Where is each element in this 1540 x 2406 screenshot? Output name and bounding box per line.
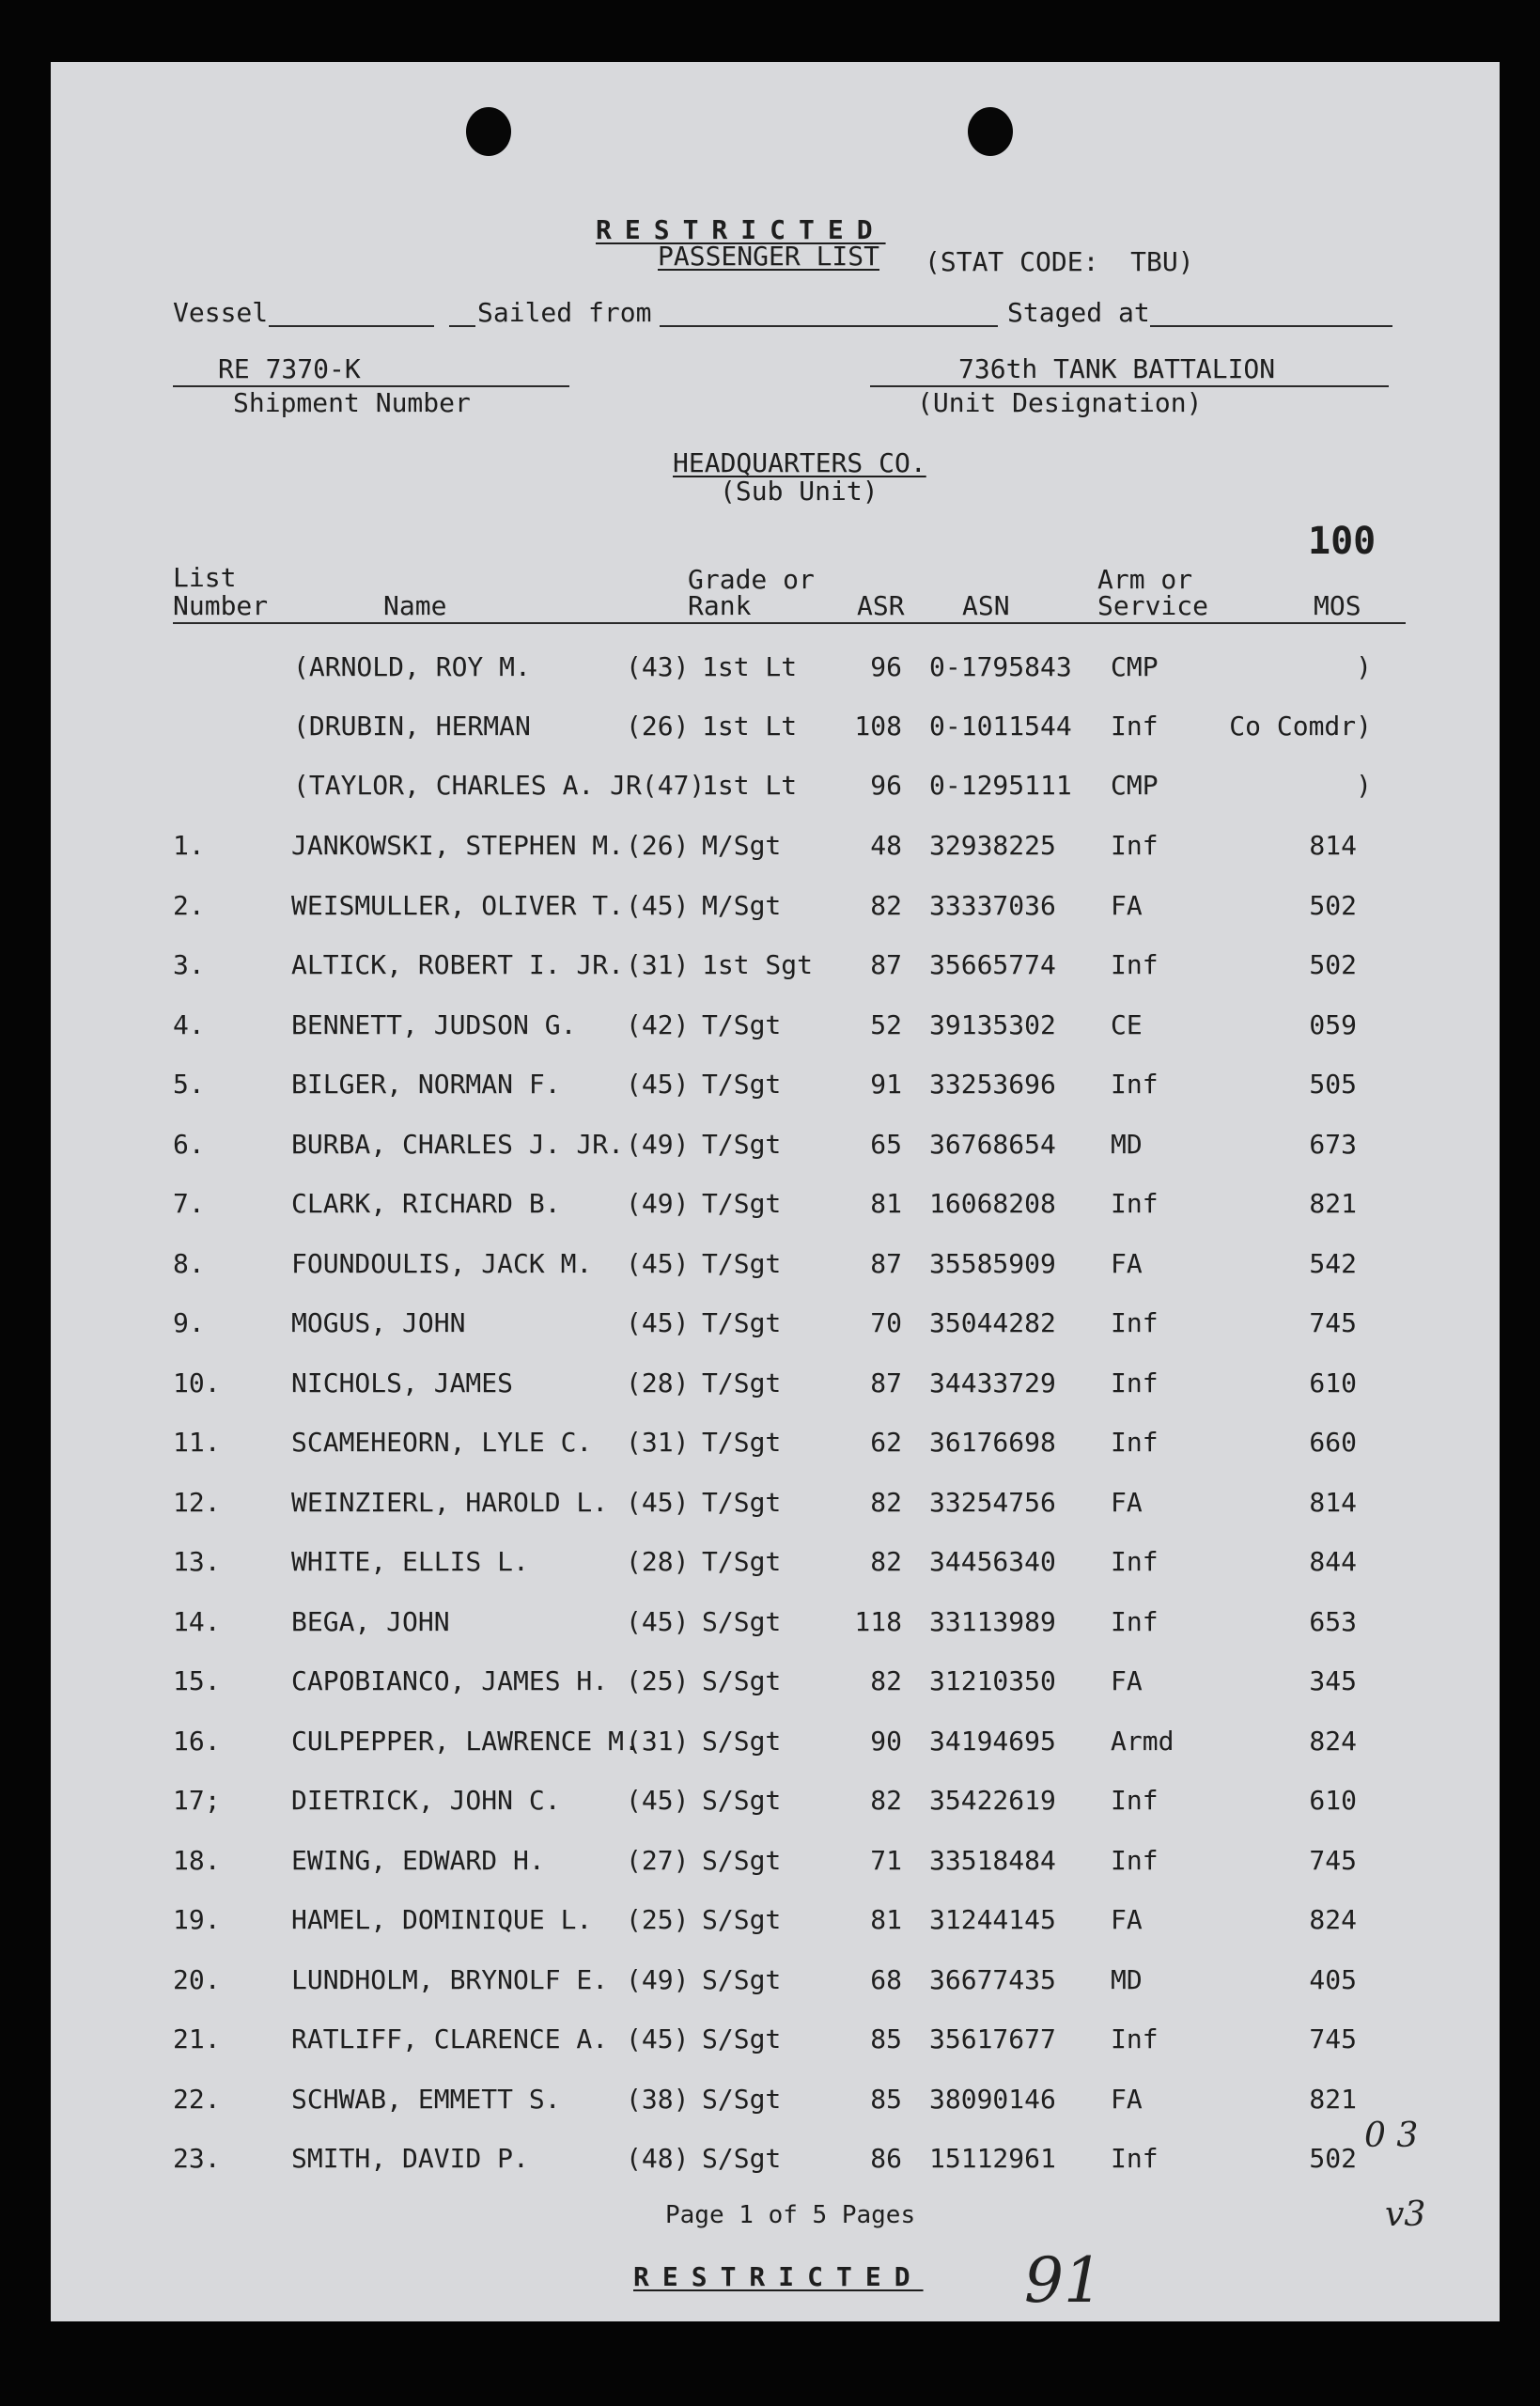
passenger-name: WEINZIERL, HAROLD L.	[291, 1486, 609, 1518]
table-row	[51, 1723, 1500, 1760]
passenger-age: (31)	[626, 1725, 690, 1757]
page-indicator: Page 1 of 5 Pages	[665, 2201, 916, 2229]
passenger-name: SCAMEHEORN, LYLE C.	[291, 1427, 593, 1458]
passenger-asn: 35665774	[929, 949, 1056, 980]
passenger-age: (49)	[626, 1188, 690, 1219]
passenger-arm: CMP	[1111, 770, 1159, 801]
passenger-asn: 15112961	[929, 2143, 1056, 2174]
passenger-grade: T/Sgt	[702, 1307, 782, 1338]
passenger-mos: 844	[1309, 1546, 1357, 1577]
passenger-asn: 33113989	[929, 1605, 1056, 1637]
passenger-age: (48)	[626, 2143, 690, 2174]
passenger-grade: 1st Sgt	[702, 949, 814, 980]
passenger-num: 7.	[173, 1188, 205, 1219]
table-row	[51, 2081, 1500, 2118]
passenger-num: 19.	[173, 1904, 221, 1935]
stat-code: (STAT CODE: TBU)	[925, 246, 1194, 277]
handwritten-margin-note: 0 3	[1364, 2117, 1419, 2155]
passenger-arm: FA	[1111, 1904, 1143, 1935]
passenger-asn: 35044282	[929, 1307, 1056, 1338]
passenger-num: 23.	[173, 2143, 221, 2174]
passenger-name: LUNDHOLM, BRYNOLF E.	[291, 1963, 609, 1995]
passenger-asn: 38090146	[929, 2083, 1056, 2115]
passenger-asn: 35422619	[929, 1785, 1056, 1816]
passenger-arm: Inf	[1111, 1188, 1159, 1219]
unit-designation: 736th TANK BATTALION	[958, 353, 1276, 384]
passenger-asn: 16068208	[929, 1188, 1056, 1219]
staged-at-blank-line	[1150, 325, 1392, 327]
passenger-grade: T/Sgt	[702, 1069, 782, 1100]
passenger-mos: 405	[1309, 1963, 1357, 1995]
passenger-age: (25)	[626, 1665, 690, 1696]
passenger-mos: 610	[1309, 1367, 1357, 1398]
passenger-asr: 90	[870, 1725, 902, 1757]
passenger-name: (TAYLOR, CHARLES A. JR(47)	[293, 770, 706, 801]
passenger-asr: 82	[870, 1665, 902, 1696]
passenger-asn: 33518484	[929, 1844, 1056, 1876]
table-row	[51, 1663, 1500, 1700]
passenger-age: (43)	[626, 651, 690, 682]
passenger-grade: S/Sgt	[702, 1665, 782, 1696]
passenger-mos: 345	[1309, 1665, 1357, 1696]
passenger-arm: Armd	[1111, 1725, 1174, 1757]
unit-designation-label: (Unit Designation)	[917, 387, 1203, 418]
passenger-name: ALTICK, ROBERT I. JR.	[291, 949, 625, 980]
punch-hole	[466, 107, 511, 156]
passenger-asn: 0-1295111	[929, 770, 1072, 801]
passenger-asr: 82	[870, 1486, 902, 1518]
sailed-from-label: Sailed from	[477, 297, 652, 328]
passenger-grade: T/Sgt	[702, 1247, 782, 1279]
passenger-asr: 85	[870, 2023, 902, 2054]
passenger-age: (31)	[626, 949, 690, 980]
passenger-arm: Inf	[1111, 1844, 1159, 1876]
document-page	[51, 62, 1500, 2321]
passenger-grade: S/Sgt	[702, 2083, 782, 2115]
sailed-from-blank-line	[660, 325, 998, 327]
passenger-mos: 824	[1309, 1904, 1357, 1935]
table-row	[51, 1245, 1500, 1283]
passenger-grade: T/Sgt	[702, 1367, 782, 1398]
passenger-mos: 542	[1309, 1247, 1357, 1279]
passenger-mos: 653	[1309, 1605, 1357, 1637]
passenger-asn: 31210350	[929, 1665, 1056, 1696]
passenger-arm: Inf	[1111, 711, 1159, 742]
table-row	[51, 1543, 1500, 1581]
passenger-asr: 87	[870, 949, 902, 980]
passenger-arm: Inf	[1111, 1307, 1159, 1338]
passenger-asr: 70	[870, 1307, 902, 1338]
passenger-grade: M/Sgt	[702, 889, 782, 921]
passenger-arm: FA	[1111, 889, 1143, 921]
passenger-name: FOUNDOULIS, JACK M.	[291, 1247, 593, 1279]
table-row	[51, 1007, 1500, 1044]
passenger-grade: T/Sgt	[702, 1546, 782, 1577]
passenger-mos: 814	[1309, 830, 1357, 861]
passenger-asr: 71	[870, 1844, 902, 1876]
passenger-mos: 502	[1309, 2143, 1357, 2174]
passenger-arm: Inf	[1111, 1546, 1159, 1577]
passenger-grade: S/Sgt	[702, 1844, 782, 1876]
passenger-age: (38)	[626, 2083, 690, 2115]
vessel-label: Vessel	[173, 297, 269, 328]
passenger-asr: 62	[870, 1427, 902, 1458]
passenger-asn: 33337036	[929, 889, 1056, 921]
col-mos: MOS	[1314, 590, 1361, 621]
passenger-name: BENNETT, JUDSON G.	[291, 1008, 577, 1040]
passenger-asr: 96	[870, 651, 902, 682]
handwritten-margin-note: v3	[1385, 2195, 1426, 2234]
passenger-num: 9.	[173, 1307, 205, 1338]
passenger-mos: 505	[1309, 1069, 1357, 1100]
passenger-name: DIETRICK, JOHN C.	[291, 1785, 561, 1816]
passenger-grade: S/Sgt	[702, 2143, 782, 2174]
passenger-asn: 36176698	[929, 1427, 1056, 1458]
passenger-grade: S/Sgt	[702, 1904, 782, 1935]
restricted-footer: RESTRICTED	[633, 2261, 924, 2292]
document-title: PASSENGER LIST	[658, 241, 880, 272]
passenger-asn: 34456340	[929, 1546, 1056, 1577]
passenger-asr: 85	[870, 2083, 902, 2115]
passenger-grade: S/Sgt	[702, 1963, 782, 1995]
passenger-name: SMITH, DAVID P.	[291, 2143, 529, 2174]
passenger-asn: 0-1795843	[929, 651, 1072, 682]
passenger-asr: 52	[870, 1008, 902, 1040]
passenger-asr: 87	[870, 1367, 902, 1398]
passenger-grade: T/Sgt	[702, 1128, 782, 1160]
passenger-grade: T/Sgt	[702, 1427, 782, 1458]
passenger-name: RATLIFF, CLARENCE A.	[291, 2023, 609, 2054]
passenger-num: 22.	[173, 2083, 221, 2115]
table-row	[51, 1901, 1500, 1939]
table-row	[51, 1066, 1500, 1103]
table-row	[51, 1484, 1500, 1522]
table-row	[51, 1424, 1500, 1461]
passenger-arm: FA	[1111, 2083, 1143, 2115]
passenger-arm: MD	[1111, 1128, 1143, 1160]
handwritten-page-number: 91	[1024, 2244, 1103, 2317]
shipment-number: RE 7370-K	[218, 353, 361, 384]
passenger-count: 100	[1308, 520, 1377, 563]
passenger-mos: 814	[1309, 1486, 1357, 1518]
passenger-asr: 86	[870, 2143, 902, 2174]
sub-unit: HEADQUARTERS CO.	[673, 447, 926, 478]
passenger-asn: 36768654	[929, 1128, 1056, 1160]
passenger-num: 14.	[173, 1605, 221, 1637]
passenger-grade: S/Sgt	[702, 1725, 782, 1757]
vessel-blank-line	[449, 325, 475, 327]
passenger-mos: 502	[1309, 889, 1357, 921]
passenger-age: (45)	[626, 1247, 690, 1279]
passenger-arm: FA	[1111, 1247, 1143, 1279]
passenger-mos: 502	[1309, 949, 1357, 980]
table-row	[51, 887, 1500, 925]
passenger-num: 13.	[173, 1546, 221, 1577]
vessel-blank-line	[269, 325, 434, 327]
col-asr: ASR	[857, 590, 905, 621]
passenger-arm: FA	[1111, 1665, 1143, 1696]
passenger-asr: 81	[870, 1904, 902, 1935]
table-row	[51, 648, 1500, 686]
passenger-grade: T/Sgt	[702, 1008, 782, 1040]
table-row	[51, 2021, 1500, 2058]
passenger-asr: 48	[870, 830, 902, 861]
passenger-num: 12.	[173, 1486, 221, 1518]
col-list-number: Number	[173, 590, 269, 621]
passenger-asr: 81	[870, 1188, 902, 1219]
passenger-name: HAMEL, DOMINIQUE L.	[291, 1904, 593, 1935]
passenger-num: 5.	[173, 1069, 205, 1100]
table-row	[51, 1126, 1500, 1164]
passenger-name: JANKOWSKI, STEPHEN M.	[291, 830, 625, 861]
passenger-arm: Inf	[1111, 1069, 1159, 1100]
sub-unit-label: (Sub Unit)	[720, 476, 879, 507]
passenger-arm: Inf	[1111, 1367, 1159, 1398]
passenger-num: 1.	[173, 830, 205, 861]
passenger-mos: 745	[1309, 1307, 1357, 1338]
col-grade: Grade or	[688, 564, 815, 595]
passenger-age: (25)	[626, 1904, 690, 1935]
shipment-number-label: Shipment Number	[233, 387, 471, 418]
passenger-grade: M/Sgt	[702, 830, 782, 861]
passenger-name: (DRUBIN, HERMAN	[293, 711, 531, 742]
passenger-asn: 33253696	[929, 1069, 1056, 1100]
table-row	[51, 767, 1500, 805]
passenger-asr: 68	[870, 1963, 902, 1995]
table-row	[51, 708, 1500, 745]
passenger-name: CLARK, RICHARD B.	[291, 1188, 561, 1219]
passenger-grade: T/Sgt	[702, 1188, 782, 1219]
passenger-name: NICHOLS, JAMES	[291, 1367, 514, 1398]
col-arm: Arm or	[1097, 564, 1193, 595]
passenger-arm: Inf	[1111, 830, 1159, 861]
passenger-age: (26)	[626, 711, 690, 742]
passenger-asn: 39135302	[929, 1008, 1056, 1040]
passenger-arm: CE	[1111, 1008, 1143, 1040]
passenger-grade: 1st Lt	[702, 651, 798, 682]
passenger-asr: 87	[870, 1247, 902, 1279]
table-row	[51, 946, 1500, 984]
passenger-arm: Inf	[1111, 2023, 1159, 2054]
passenger-mos: 745	[1309, 1844, 1357, 1876]
passenger-mos: 745	[1309, 2023, 1357, 2054]
passenger-num: 2.	[173, 889, 205, 921]
passenger-arm: Inf	[1111, 1427, 1159, 1458]
passenger-asn: 35617677	[929, 2023, 1056, 2054]
passenger-mos: 824	[1309, 1725, 1357, 1757]
passenger-grade: 1st Lt	[702, 711, 798, 742]
passenger-name: BILGER, NORMAN F.	[291, 1069, 561, 1100]
passenger-age: (45)	[626, 1605, 690, 1637]
table-row	[51, 1961, 1500, 1999]
passenger-grade: T/Sgt	[702, 1486, 782, 1518]
passenger-asr: 82	[870, 1546, 902, 1577]
passenger-age: (42)	[626, 1008, 690, 1040]
passenger-asr: 108	[854, 711, 902, 742]
passenger-name: WEISMULLER, OLIVER T.	[291, 889, 625, 921]
header-rule	[173, 622, 1406, 624]
restricted-header: RESTRICTED	[596, 214, 886, 245]
passenger-asn: 34433729	[929, 1367, 1056, 1398]
passenger-name: MOGUS, JOHN	[291, 1307, 466, 1338]
passenger-age: (28)	[626, 1546, 690, 1577]
passenger-num: 15.	[173, 1665, 221, 1696]
passenger-age: (45)	[626, 889, 690, 921]
passenger-age: (31)	[626, 1427, 690, 1458]
col-asn: ASN	[962, 590, 1010, 621]
col-list-number: List	[173, 562, 237, 593]
passenger-arm: Inf	[1111, 2143, 1159, 2174]
passenger-name: BURBA, CHARLES J. JR.	[291, 1128, 625, 1160]
passenger-num: 11.	[173, 1427, 221, 1458]
passenger-grade: S/Sgt	[702, 1785, 782, 1816]
punch-hole	[968, 107, 1013, 156]
table-row	[51, 1305, 1500, 1342]
passenger-mos: 821	[1309, 1188, 1357, 1219]
table-row	[51, 2140, 1500, 2178]
passenger-num: 21.	[173, 2023, 221, 2054]
passenger-mos: )	[1356, 770, 1372, 801]
passenger-num: 18.	[173, 1844, 221, 1876]
passenger-asn: 34194695	[929, 1725, 1056, 1757]
passenger-mos: 673	[1309, 1128, 1357, 1160]
passenger-age: (49)	[626, 1963, 690, 1995]
passenger-age: (45)	[626, 2023, 690, 2054]
passenger-age: (45)	[626, 1069, 690, 1100]
passenger-asr: 96	[870, 770, 902, 801]
passenger-age: (27)	[626, 1844, 690, 1876]
passenger-num: 20.	[173, 1963, 221, 1995]
passenger-asr: 82	[870, 1785, 902, 1816]
passenger-asn: 31244145	[929, 1904, 1056, 1935]
passenger-age: (45)	[626, 1307, 690, 1338]
table-row	[51, 1185, 1500, 1223]
passenger-num: 17;	[173, 1785, 221, 1816]
passenger-asr: 118	[854, 1605, 902, 1637]
passenger-asr: 65	[870, 1128, 902, 1160]
passenger-name: CAPOBIANCO, JAMES H.	[291, 1665, 609, 1696]
passenger-asn: 0-1011544	[929, 711, 1072, 742]
passenger-num: 8.	[173, 1247, 205, 1279]
table-row	[51, 1782, 1500, 1820]
col-grade: Rank	[688, 590, 752, 621]
passenger-name: EWING, EDWARD H.	[291, 1844, 545, 1876]
passenger-grade: S/Sgt	[702, 1605, 782, 1637]
staged-at-label: Staged at	[1007, 297, 1150, 328]
passenger-name: CULPEPPER, LAWRENCE M.	[291, 1725, 640, 1757]
col-arm: Service	[1097, 590, 1209, 621]
passenger-num: 6.	[173, 1128, 205, 1160]
passenger-arm: Inf	[1111, 949, 1159, 980]
passenger-name: SCHWAB, EMMETT S.	[291, 2083, 561, 2115]
passenger-grade: 1st Lt	[702, 770, 798, 801]
passenger-asn: 35585909	[929, 1247, 1056, 1279]
table-row	[51, 1603, 1500, 1641]
passenger-name: BEGA, JOHN	[291, 1605, 450, 1637]
passenger-name: WHITE, ELLIS L.	[291, 1546, 529, 1577]
passenger-num: 16.	[173, 1725, 221, 1757]
table-row	[51, 827, 1500, 865]
passenger-mos: 660	[1309, 1427, 1357, 1458]
passenger-mos: 821	[1309, 2083, 1357, 2115]
passenger-mos: 610	[1309, 1785, 1357, 1816]
passenger-num: 3.	[173, 949, 205, 980]
passenger-name: (ARNOLD, ROY M.	[293, 651, 531, 682]
passenger-asn: 33254756	[929, 1486, 1056, 1518]
passenger-age: (49)	[626, 1128, 690, 1160]
passenger-num: 10.	[173, 1367, 221, 1398]
passenger-arm: Inf	[1111, 1785, 1159, 1816]
passenger-asn: 32938225	[929, 830, 1056, 861]
passenger-asn: 36677435	[929, 1963, 1056, 1995]
passenger-mos: 059	[1309, 1008, 1357, 1040]
passenger-mos: )	[1356, 651, 1372, 682]
passenger-num: 4.	[173, 1008, 205, 1040]
passenger-arm: CMP	[1111, 651, 1159, 682]
passenger-age: (28)	[626, 1367, 690, 1398]
passenger-age: (45)	[626, 1486, 690, 1518]
passenger-asr: 91	[870, 1069, 902, 1100]
passenger-age: (45)	[626, 1785, 690, 1816]
passenger-arm: MD	[1111, 1963, 1143, 1995]
passenger-arm: FA	[1111, 1486, 1143, 1518]
passenger-age: (26)	[626, 830, 690, 861]
passenger-mos: Co Comdr)	[1229, 711, 1372, 742]
passenger-asr: 82	[870, 889, 902, 921]
passenger-arm: Inf	[1111, 1605, 1159, 1637]
table-row	[51, 1365, 1500, 1402]
passenger-grade: S/Sgt	[702, 2023, 782, 2054]
table-row	[51, 1842, 1500, 1880]
col-name: Name	[383, 590, 447, 621]
